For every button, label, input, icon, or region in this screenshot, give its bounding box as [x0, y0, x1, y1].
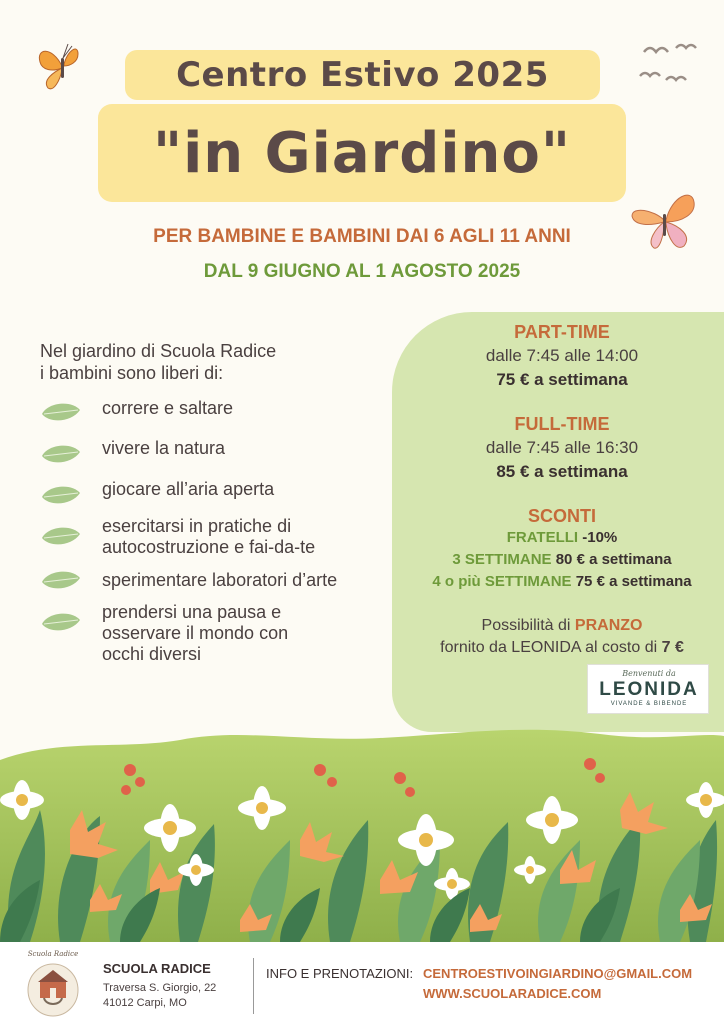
birds-icon — [636, 40, 708, 88]
discount-label: 4 o più SETTIMANE — [432, 573, 572, 590]
lunch-line2 — [400, 639, 724, 657]
activity-line: autocostruzione e fai-da-te — [102, 537, 316, 557]
intro-text — [40, 340, 340, 384]
page-title: Centro Estivo 2025 — [176, 55, 549, 95]
lunch-price: 7 € — [661, 639, 684, 656]
leaf-icon — [40, 400, 82, 424]
school-name: SCUOLA RADICE — [103, 961, 211, 976]
leonida-name: LEONIDA — [599, 679, 699, 700]
address-line: 41012 Carpi, MO — [103, 997, 187, 1009]
discount-four-weeks — [400, 573, 724, 590]
garden-illustration — [0, 720, 724, 942]
activity-text: giocare all’aria aperta — [102, 479, 275, 499]
full-time-price: 85 € a settimana — [496, 462, 628, 481]
footer-divider — [253, 958, 254, 1014]
email-link[interactable]: CENTROESTIVOINGIARDINO@GMAIL.COM — [423, 966, 693, 981]
discount-value: 80 € a settimana — [555, 551, 672, 568]
full-time-hours: dalle 7:45 alle 16:30 — [485, 438, 639, 457]
lunch-line1 — [400, 617, 724, 635]
activity-line: osservare il mondo con — [102, 623, 289, 643]
leonida-sub: VIVANDE & BIBENDE — [610, 701, 688, 707]
discount-siblings — [400, 529, 724, 546]
discount-label: FRATELLI — [506, 529, 579, 546]
part-time-price: 75 € a settimana — [496, 370, 628, 389]
discount-label: 3 SETTIMANE — [452, 551, 552, 568]
discount-value: -10% — [582, 529, 618, 546]
leonida-logo — [587, 664, 709, 714]
intro-line: i bambini sono liberi di: — [40, 363, 224, 383]
school-logo-icon — [24, 952, 82, 1018]
leaf-icon — [40, 568, 82, 592]
address-line: Traversa S. Giorgio, 22 — [103, 982, 217, 994]
leaf-icon — [40, 524, 82, 548]
activity-line: occhi diversi — [102, 644, 202, 664]
leonida-tagline: Benvenuti da — [622, 669, 676, 678]
part-time-heading: PART-TIME — [514, 322, 610, 342]
info-label: INFO E PRENOTAZIONI: — [266, 966, 414, 981]
activity-text: vivere la natura — [102, 438, 226, 458]
logo-text: Scuola Radice — [27, 950, 79, 958]
audience-subtitle: PER BAMBINE E BAMBINI DAI 6 AGLI 11 ANNI — [153, 226, 571, 247]
discount-value: 75 € a settimana — [575, 573, 692, 590]
lunch-text: Possibilità di — [481, 617, 571, 634]
activity-text — [102, 516, 402, 558]
lunch-word: PRANZO — [574, 617, 643, 634]
dates-subtitle: DAL 9 GIUGNO AL 1 AGOSTO 2025 — [203, 261, 521, 282]
butterfly-icon — [34, 40, 92, 94]
leaf-icon — [40, 483, 82, 507]
activity-text: sperimentare laboratori d’arte — [102, 570, 338, 590]
part-time-hours: dalle 7:45 alle 14:00 — [485, 346, 639, 365]
leaf-icon — [40, 442, 82, 466]
intro-line: Nel giardino di Scuola Radice — [40, 341, 277, 361]
lunch-text: fornito da LEONIDA al costo di — [440, 639, 658, 656]
website-link[interactable]: WWW.SCUOLARADICE.COM — [423, 986, 602, 1001]
page-title-main: "in Giardino" — [152, 120, 572, 186]
full-time-heading: FULL-TIME — [514, 414, 610, 434]
activity-text: correre e saltare — [102, 398, 234, 418]
activity-line: prendersi una pausa e — [102, 602, 282, 622]
leaf-icon — [40, 610, 82, 634]
discount-three-weeks — [400, 551, 724, 568]
activity-text — [102, 602, 402, 665]
discounts-heading: SCONTI — [527, 506, 596, 526]
activity-line: esercitarsi in pratiche di — [102, 516, 292, 536]
